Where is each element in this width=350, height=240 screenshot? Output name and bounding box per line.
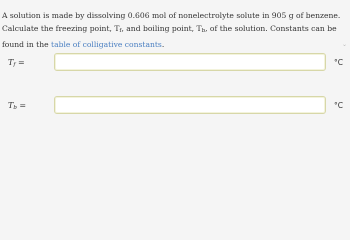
problem-sub-b: b <box>201 28 206 34</box>
problem-text-2: , and boiling point, T <box>121 24 202 33</box>
problem-text-3: , of the solution. Constants can be found in the <box>2 24 337 49</box>
boiling-point-row <box>0 96 350 118</box>
problem-sub-f: f <box>119 28 122 34</box>
boiling-point-input[interactable] <box>54 96 326 114</box>
freezing-point-input[interactable] <box>54 53 326 71</box>
boiling-point-unit: °C <box>334 101 343 110</box>
freezing-point-sub: f <box>13 62 16 68</box>
problem-text-1: A solution is made by dissolving 0.606 mol of nonelectrolyte solute in 905 g of benzene. Calculate the freezing point, T <box>2 11 341 33</box>
freezing-point-label <box>8 57 25 71</box>
boiling-point-sub: b <box>13 105 17 111</box>
colligative-constants-link[interactable]: table of colligative constants <box>51 40 162 49</box>
collapse-chevron-icon: ⌄ <box>341 41 347 48</box>
freezing-point-unit: °C <box>334 58 343 67</box>
problem-statement <box>2 9 346 51</box>
boiling-point-var: T <box>8 101 14 110</box>
problem-period: . <box>161 40 165 49</box>
freezing-point-row <box>0 53 350 75</box>
freezing-point-var: T <box>8 58 14 67</box>
boiling-point-label <box>8 100 26 114</box>
freezing-point-equals: = <box>17 58 25 67</box>
boiling-point-equals: = <box>19 101 27 110</box>
